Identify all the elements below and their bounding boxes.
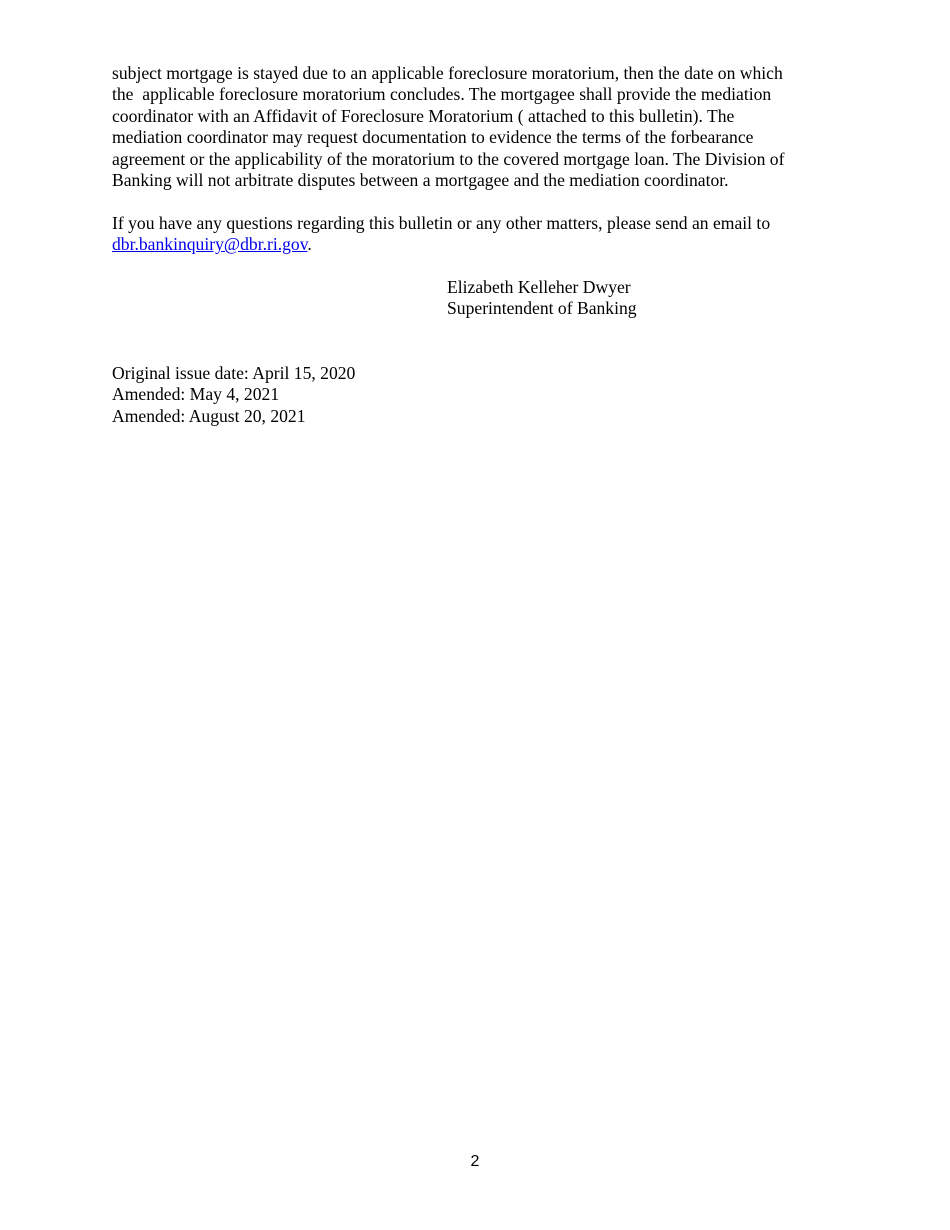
paragraph-line: agreement or the applicability of the moratorium to the covered mortgage loan. The Division of: [112, 148, 785, 169]
contact-email-line: [112, 234, 842, 255]
amended-date: Amended: May 4, 2021: [112, 384, 280, 405]
page-number: 2: [470, 1153, 480, 1170]
contact-paragraph: [112, 213, 842, 256]
paragraph-line: subject mortgage is stayed due to an applicable foreclosure moratorium, then the date on which: [112, 63, 783, 83]
signature-block: [447, 277, 637, 320]
original-issue-date: Original issue date: April 15, 2020: [112, 363, 356, 383]
signer-title: Superintendent of Banking: [447, 298, 637, 319]
signer-name: Elizabeth Kelleher Dwyer: [447, 277, 631, 297]
closing-paragraph: [112, 63, 842, 191]
paragraph-line: Banking will not arbitrate disputes between a mortgagee and the mediation coordinator.: [112, 170, 729, 191]
contact-text: If you have any questions regarding this bulletin or any other matters, please send an email to: [112, 213, 771, 233]
issue-dates: [112, 363, 355, 427]
paragraph-line: coordinator with an Affidavit of Foreclosure Moratorium ( attached to this bulletin). The: [112, 105, 735, 126]
paragraph-line: the applicable foreclosure moratorium concludes. The mortgagee shall provide the mediation: [112, 84, 772, 105]
period: .: [307, 234, 312, 255]
email-link[interactable]: dbr.bankinquiry@dbr.ri.gov: [112, 234, 308, 255]
paragraph-line: mediation coordinator may request documentation to evidence the terms of the forbearance: [112, 127, 754, 148]
amended-date: Amended: August 20, 2021: [112, 405, 306, 426]
